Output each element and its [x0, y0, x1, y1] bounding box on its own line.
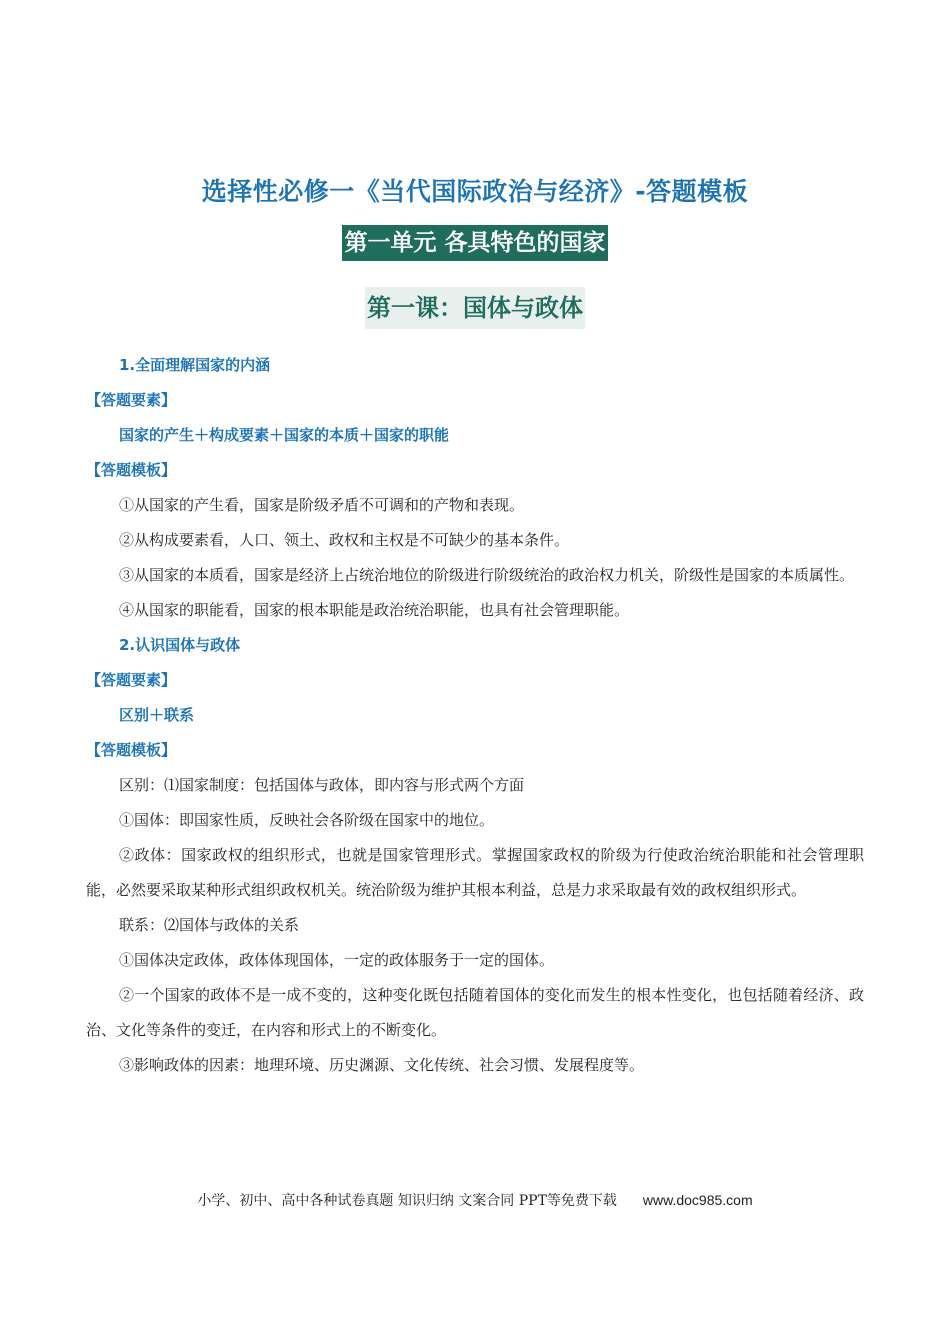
- unit-title-wrap: [0, 225, 950, 261]
- section-heading: 2.认识国体与政体: [119, 636, 241, 654]
- template-line: ②政体：国家政权的组织形式，也就是国家管理形式。掌握国家政权的阶级为行使政治统治职能和社会管理职能，必然要采取某种形式组织政权机关。统治阶级为维护其根本利益，总是力求采取最有效的政权组织形式。: [86, 846, 864, 899]
- template-line: ①从国家的产生看，国家是阶级矛盾不可调和的产物和表现。: [119, 496, 525, 514]
- template-label: 【答题模板】: [86, 461, 177, 479]
- elements-text: 区别＋联系: [119, 706, 195, 724]
- template-label: 【答题模板】: [86, 741, 177, 759]
- template-line: ③从国家的本质看，国家是经济上占统治地位的阶级进行阶级统治的政治权力机关，阶级性是国家的本质属性。: [119, 566, 855, 584]
- footer-site-link[interactable]: www.doc985.com: [642, 1192, 753, 1208]
- template-line: ③影响政体的因素：地理环境、历史渊源、文化传统、社会习惯、发展程度等。: [119, 1056, 645, 1074]
- page-footer: [0, 1190, 950, 1210]
- elements-label: 【答题要素】: [86, 671, 177, 689]
- lesson-title-wrap: [0, 287, 950, 329]
- elements-label: 【答题要素】: [86, 391, 177, 409]
- template-line: ②一个国家的政体不是一成不变的，这种变化既包括随着国体的变化而发生的根本性变化，也包括随着经济、政治、文化等条件的变迁，在内容和形式上的不断变化。: [86, 986, 864, 1039]
- elements-text: 国家的产生＋构成要素＋国家的本质＋国家的职能: [119, 426, 450, 444]
- document-title: 选择性必修一《当代国际政治与经济》-答题模板: [201, 177, 749, 206]
- section-heading: 1.全面理解国家的内涵: [119, 356, 271, 374]
- unit-title: 第一单元 各具特色的国家: [342, 225, 607, 261]
- template-line: ④从国家的职能看，国家的根本职能是政治统治职能，也具有社会管理职能。: [119, 601, 630, 619]
- lesson-title: 第一课：国体与政体: [365, 287, 585, 329]
- template-line: 联系：⑵国体与政体的关系: [119, 916, 300, 934]
- footer-text: 小学、初中、高中各种试卷真题 知识归纳 文案合同 PPT等免费下载: [197, 1193, 617, 1209]
- template-line: ②从构成要素看，人口、领土、政权和主权是不可缺少的基本条件。: [119, 531, 570, 549]
- template-line: ①国体决定政体，政体体现国体，一定的政体服务于一定的国体。: [119, 951, 555, 969]
- template-line: 区别：⑴国家制度：包括国体与政体，即内容与形式两个方面: [119, 776, 525, 794]
- document-body: [86, 348, 864, 1083]
- template-line: ①国体：即国家性质，反映社会各阶级在国家中的地位。: [119, 811, 495, 829]
